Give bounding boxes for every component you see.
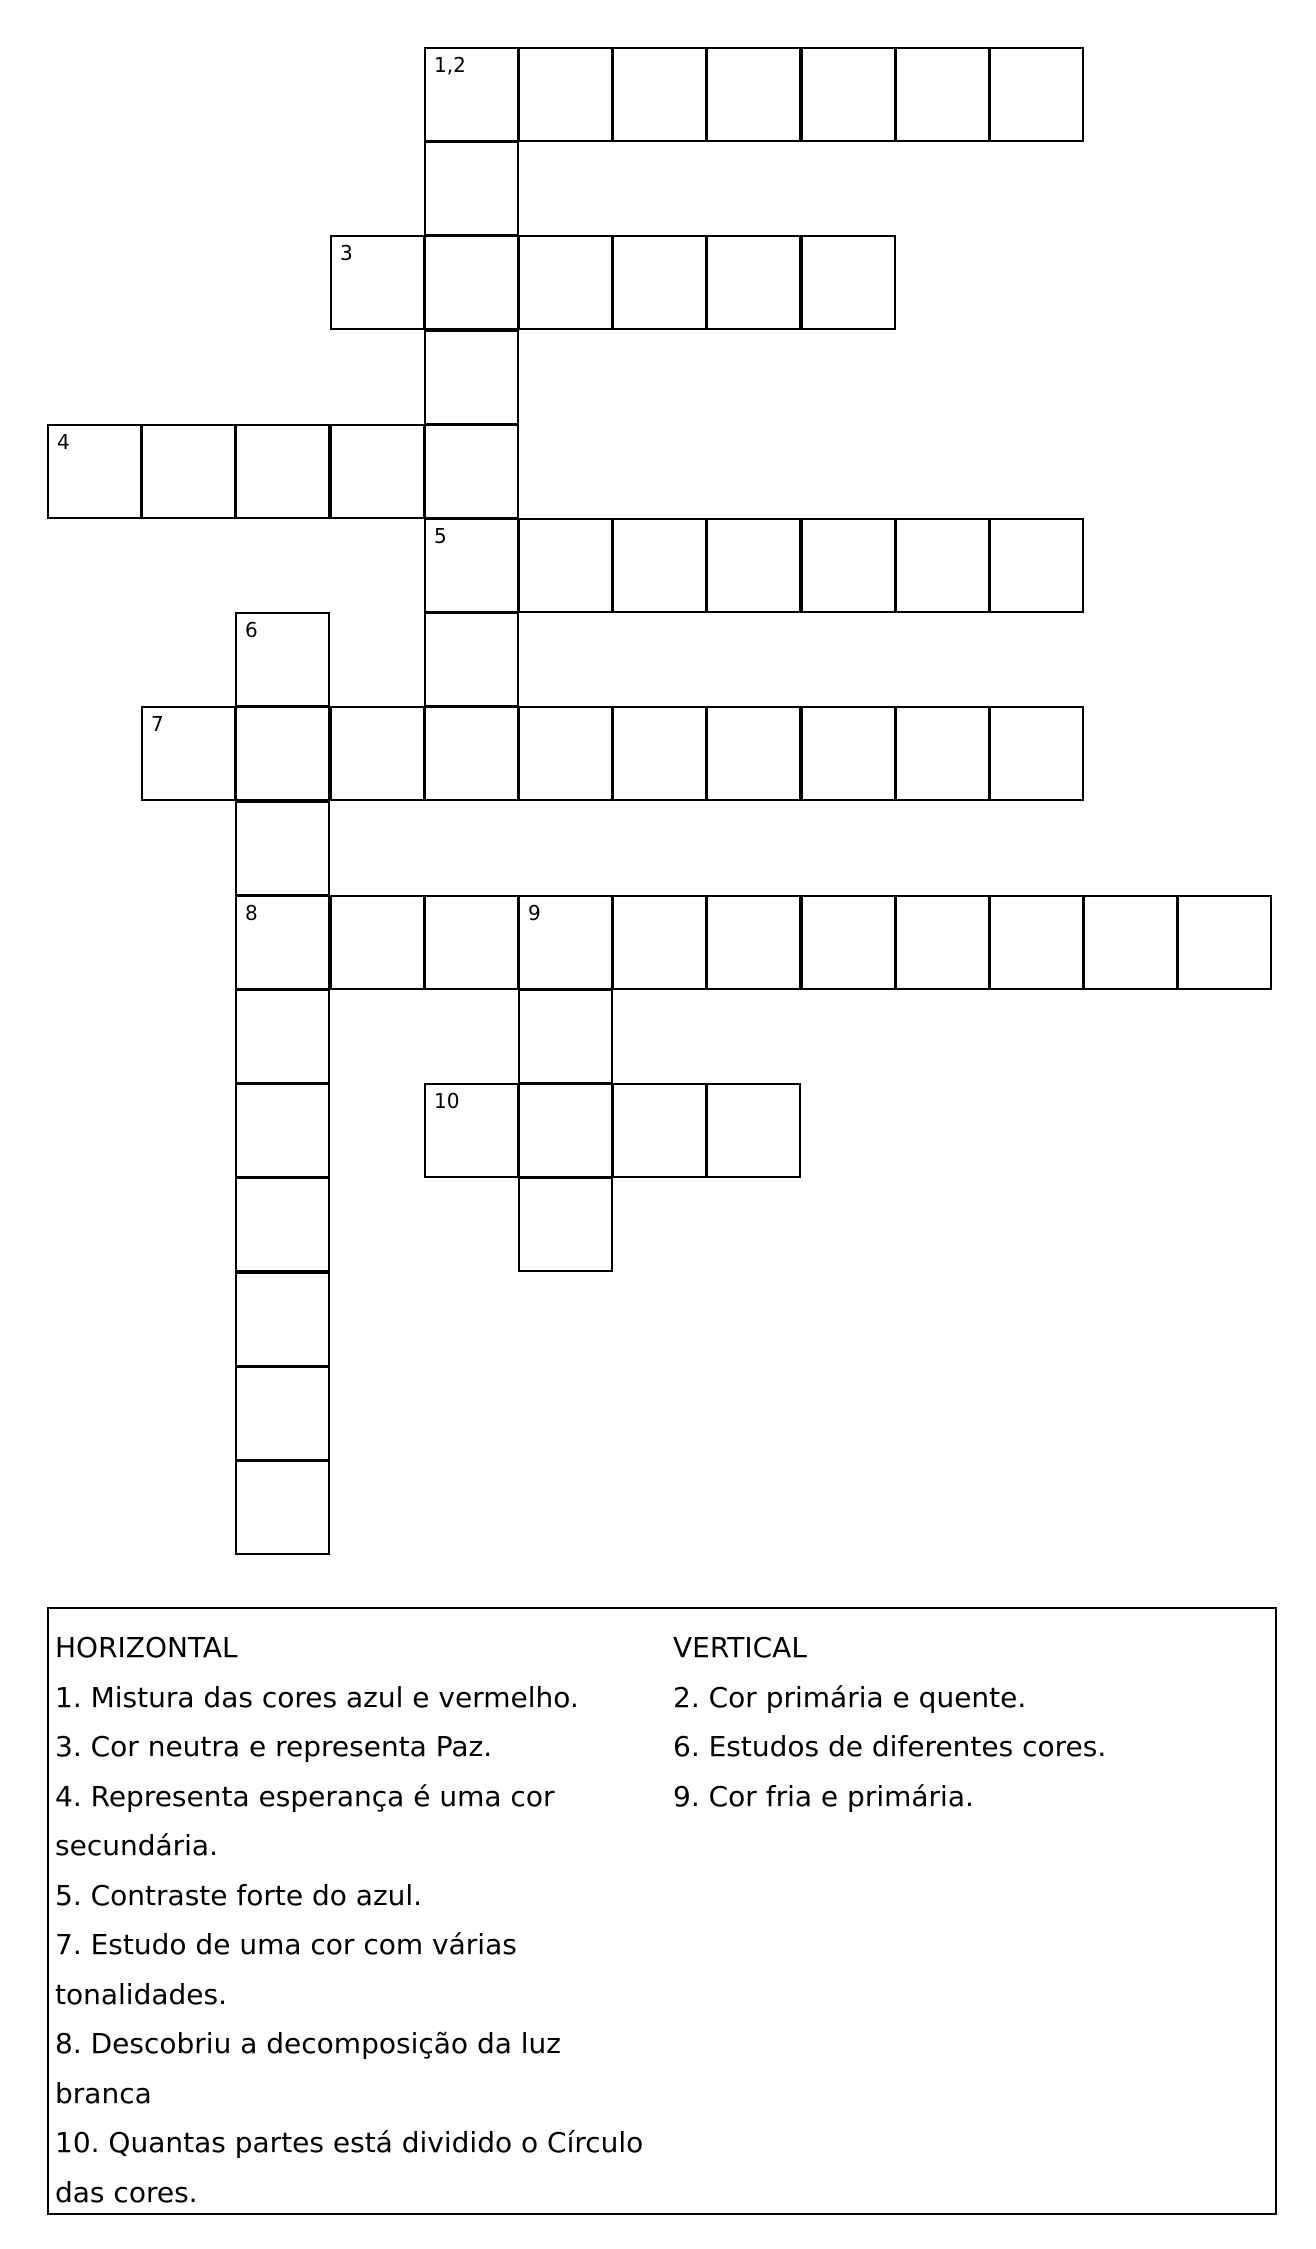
crossword-cell[interactable]: [518, 1083, 613, 1178]
crossword-cell[interactable]: [330, 424, 425, 519]
horizontal-clue-line: das cores.: [55, 2175, 198, 2209]
crossword-cell[interactable]: [518, 1177, 613, 1272]
crossword-cell[interactable]: [424, 424, 519, 519]
clue-number: 5: [434, 524, 447, 548]
crossword-cell[interactable]: [989, 895, 1084, 990]
horizontal-clue-line: 8. Descobriu a decomposição da luz branca: [55, 2027, 561, 2110]
crossword-cell[interactable]: [235, 1177, 330, 1272]
crossword-cell[interactable]: [330, 235, 425, 330]
crossword-cell[interactable]: [518, 989, 613, 1084]
crossword-cell[interactable]: [801, 518, 896, 613]
crossword-cell[interactable]: [989, 47, 1084, 142]
clue-number: 1,2: [434, 53, 466, 77]
crossword-cell[interactable]: [235, 989, 330, 1084]
crossword-cell[interactable]: [612, 1083, 707, 1178]
crossword-cell[interactable]: [612, 235, 707, 330]
horizontal-clue-line: 5. Contraste forte do azul.: [55, 1878, 423, 1912]
crossword-cell[interactable]: [424, 235, 519, 330]
clue-number: 4: [57, 430, 70, 454]
crossword-cell[interactable]: [518, 895, 613, 990]
crossword-cell[interactable]: [801, 895, 896, 990]
horizontal-clue-line: secundária.: [55, 1829, 218, 1862]
crossword-cell[interactable]: [612, 895, 707, 990]
crossword-cell[interactable]: [612, 518, 707, 613]
crossword-cell[interactable]: [235, 424, 330, 519]
vertical-clues: [673, 1623, 1263, 1821]
crossword-cell[interactable]: [424, 895, 519, 990]
crossword-cell[interactable]: [518, 706, 613, 801]
crossword-cell[interactable]: [706, 235, 801, 330]
crossword-cell[interactable]: [518, 518, 613, 613]
crossword-cell[interactable]: [235, 612, 330, 707]
crossword-cell[interactable]: [895, 47, 990, 142]
crossword-cell[interactable]: [47, 424, 142, 519]
horizontal-clue-line: 10. Quantas partes está dividido o Círculo: [55, 2126, 644, 2159]
crossword-cell[interactable]: [801, 706, 896, 801]
crossword-cell[interactable]: [141, 424, 236, 519]
crossword-cell[interactable]: [895, 895, 990, 990]
crossword-cell[interactable]: [612, 706, 707, 801]
clue-number: 6: [245, 618, 258, 642]
crossword-cell[interactable]: [235, 1272, 330, 1367]
crossword-cell[interactable]: [706, 518, 801, 613]
crossword-cell[interactable]: [330, 895, 425, 990]
crossword-cell[interactable]: [518, 235, 613, 330]
vertical-clue-line: 6. Estudos de diferentes cores.: [673, 1730, 1107, 1763]
crossword-cell[interactable]: [895, 518, 990, 613]
crossword-cell[interactable]: [424, 330, 519, 425]
crossword-cell[interactable]: [424, 612, 519, 707]
horizontal-clues: [55, 1623, 665, 2217]
crossword-cell[interactable]: [706, 895, 801, 990]
crossword-cell[interactable]: [235, 895, 330, 990]
crossword-cell[interactable]: [424, 1083, 519, 1178]
crossword-cell[interactable]: [235, 1366, 330, 1461]
crossword-cell[interactable]: [801, 235, 896, 330]
clues-box: [47, 1607, 1277, 2215]
horizontal-clue-line: 3. Cor neutra e representa Paz.: [55, 1730, 493, 1763]
crossword-cell[interactable]: [612, 47, 707, 142]
crossword-cell[interactable]: [235, 1460, 330, 1555]
crossword-cell[interactable]: [706, 706, 801, 801]
crossword-cell[interactable]: [235, 801, 330, 896]
vertical-clue-line: 9. Cor fria e primária.: [673, 1779, 974, 1813]
crossword-cell[interactable]: [141, 706, 236, 801]
crossword-cell[interactable]: [518, 47, 613, 142]
vertical-clue-line: 2. Cor primária e quente.: [673, 1680, 1027, 1714]
crossword-cell[interactable]: [989, 706, 1084, 801]
horizontal-clue-line: 1. Mistura das cores azul e vermelho.: [55, 1680, 579, 1714]
clue-number: 7: [151, 712, 164, 736]
crossword-cell[interactable]: [706, 47, 801, 142]
clue-number: 8: [245, 901, 258, 925]
clue-number: 9: [528, 901, 541, 925]
crossword-cell[interactable]: [424, 706, 519, 801]
crossword-cell[interactable]: [895, 706, 990, 801]
crossword-cell[interactable]: [235, 1083, 330, 1178]
vertical-heading: VERTICAL: [673, 1631, 807, 1664]
horizontal-clue-line: tonalidades.: [55, 1977, 227, 2011]
horizontal-clue-line: 4. Representa esperança é uma cor: [55, 1779, 555, 1813]
clue-number: 3: [340, 241, 353, 265]
crossword-cell[interactable]: [424, 47, 519, 142]
crossword-cell[interactable]: [1083, 895, 1178, 990]
crossword-cell[interactable]: [801, 47, 896, 142]
horizontal-heading: HORIZONTAL: [55, 1631, 238, 1664]
clue-number: 10: [434, 1089, 460, 1113]
crossword-cell[interactable]: [330, 706, 425, 801]
crossword-cell[interactable]: [235, 706, 330, 801]
crossword-cell[interactable]: [424, 518, 519, 613]
horizontal-clue-line: 7. Estudo de uma cor com várias: [55, 1928, 517, 1961]
crossword-cell[interactable]: [424, 141, 519, 236]
crossword-cell[interactable]: [1177, 895, 1272, 990]
crossword-cell[interactable]: [706, 1083, 801, 1178]
crossword-cell[interactable]: [989, 518, 1084, 613]
